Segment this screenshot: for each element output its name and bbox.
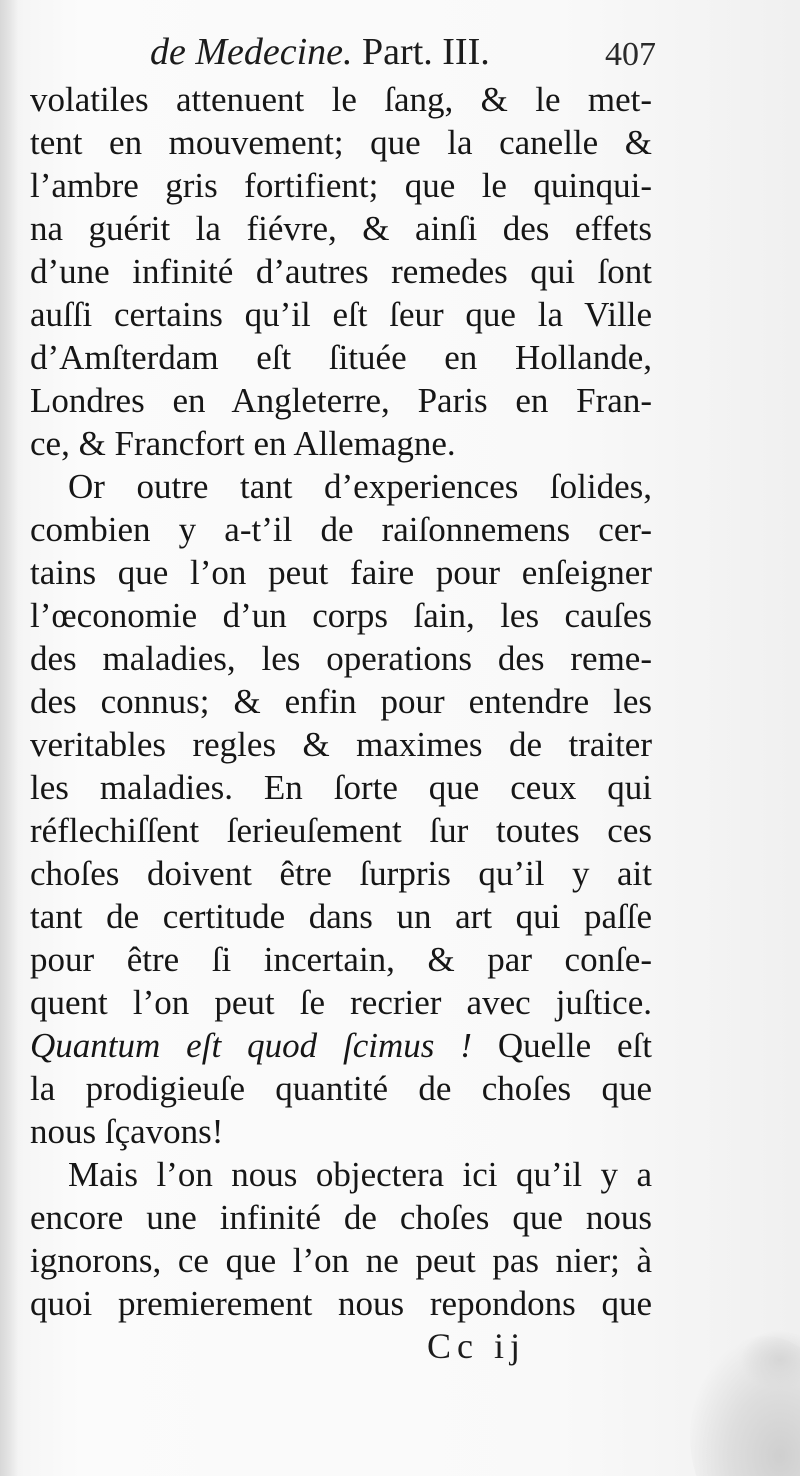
text-line: ce, & Francfort en Allemagne. bbox=[30, 424, 456, 463]
text-line: des maladies, les operations des reme- bbox=[30, 639, 652, 678]
running-head bbox=[150, 30, 490, 74]
text-line: réflechiſſent ſerieuſement ſur toutes ces bbox=[30, 811, 652, 850]
text-line: les maladies. En ſorte que ceux qui bbox=[30, 768, 652, 807]
text-line: veritables regles & maximes de traiter bbox=[30, 725, 652, 764]
text-line: d’Amſterdam eſt ſituée en Hollande, bbox=[30, 338, 652, 377]
text-line: d’une infinité d’autres remedes qui ſont bbox=[30, 252, 652, 291]
paragraph-start-line: Or outre tant d’experiences ſolides, bbox=[68, 467, 652, 506]
text-line: quoi premierement nous repondons que bbox=[30, 1284, 652, 1323]
page-number: 407 bbox=[605, 36, 656, 73]
signature-mark: Cc ij bbox=[427, 1326, 526, 1366]
text-line: tains que l’on peut faire pour enſeigner bbox=[30, 553, 652, 592]
latin-quote: Quantum eſt quod ſcimus ! bbox=[30, 1026, 472, 1065]
text-line: volatiles attenuent le ſang, & le met- bbox=[30, 80, 652, 119]
running-head-title: de Medecine. bbox=[150, 31, 353, 73]
text-line: l’œconomie d’un corps ſain, les cauſes bbox=[30, 596, 652, 635]
text-line: quent l’on peut ſe recrier avec juſtice. bbox=[30, 983, 652, 1022]
latin-quote-line bbox=[30, 1024, 652, 1067]
running-head-part: Part. III. bbox=[352, 31, 490, 73]
text-line: l’ambre gris fortifient; que le quinqui- bbox=[30, 166, 652, 205]
paragraph-start-line: Mais l’on nous objectera ici qu’il y a bbox=[68, 1155, 652, 1194]
text-line: choſes doivent être ſurpris qu’il y ait bbox=[30, 854, 652, 893]
text-line: nous ſçavons! bbox=[30, 1112, 224, 1151]
text-line: des connus; & enfin pour entendre les bbox=[30, 682, 652, 721]
quote-continuation: Quelle eſt bbox=[471, 1026, 653, 1065]
text-line: la prodigieuſe quantité de choſes que bbox=[30, 1069, 652, 1108]
text-line: tant de certitude dans un art qui paſſe bbox=[30, 897, 652, 936]
body-text bbox=[30, 78, 652, 1325]
text-line: Londres en Angleterre, Paris en Fran- bbox=[30, 381, 652, 420]
text-line: combien y a-t’il de raiſonnemens cer- bbox=[30, 510, 652, 549]
text-line: ignorons, ce que l’on ne peut pas nier; à bbox=[30, 1241, 652, 1280]
text-line: pour être ſi incertain, & par conſe- bbox=[30, 940, 652, 979]
text-line: tent en mouvement; que la canelle & bbox=[30, 123, 652, 162]
text-line: auſſi certains qu’il eſt ſeur que la Ville bbox=[30, 295, 652, 334]
text-line: encore une infinité de choſes que nous bbox=[30, 1198, 652, 1237]
text-line: na guérit la fiévre, & ainſi des effets bbox=[30, 209, 652, 248]
